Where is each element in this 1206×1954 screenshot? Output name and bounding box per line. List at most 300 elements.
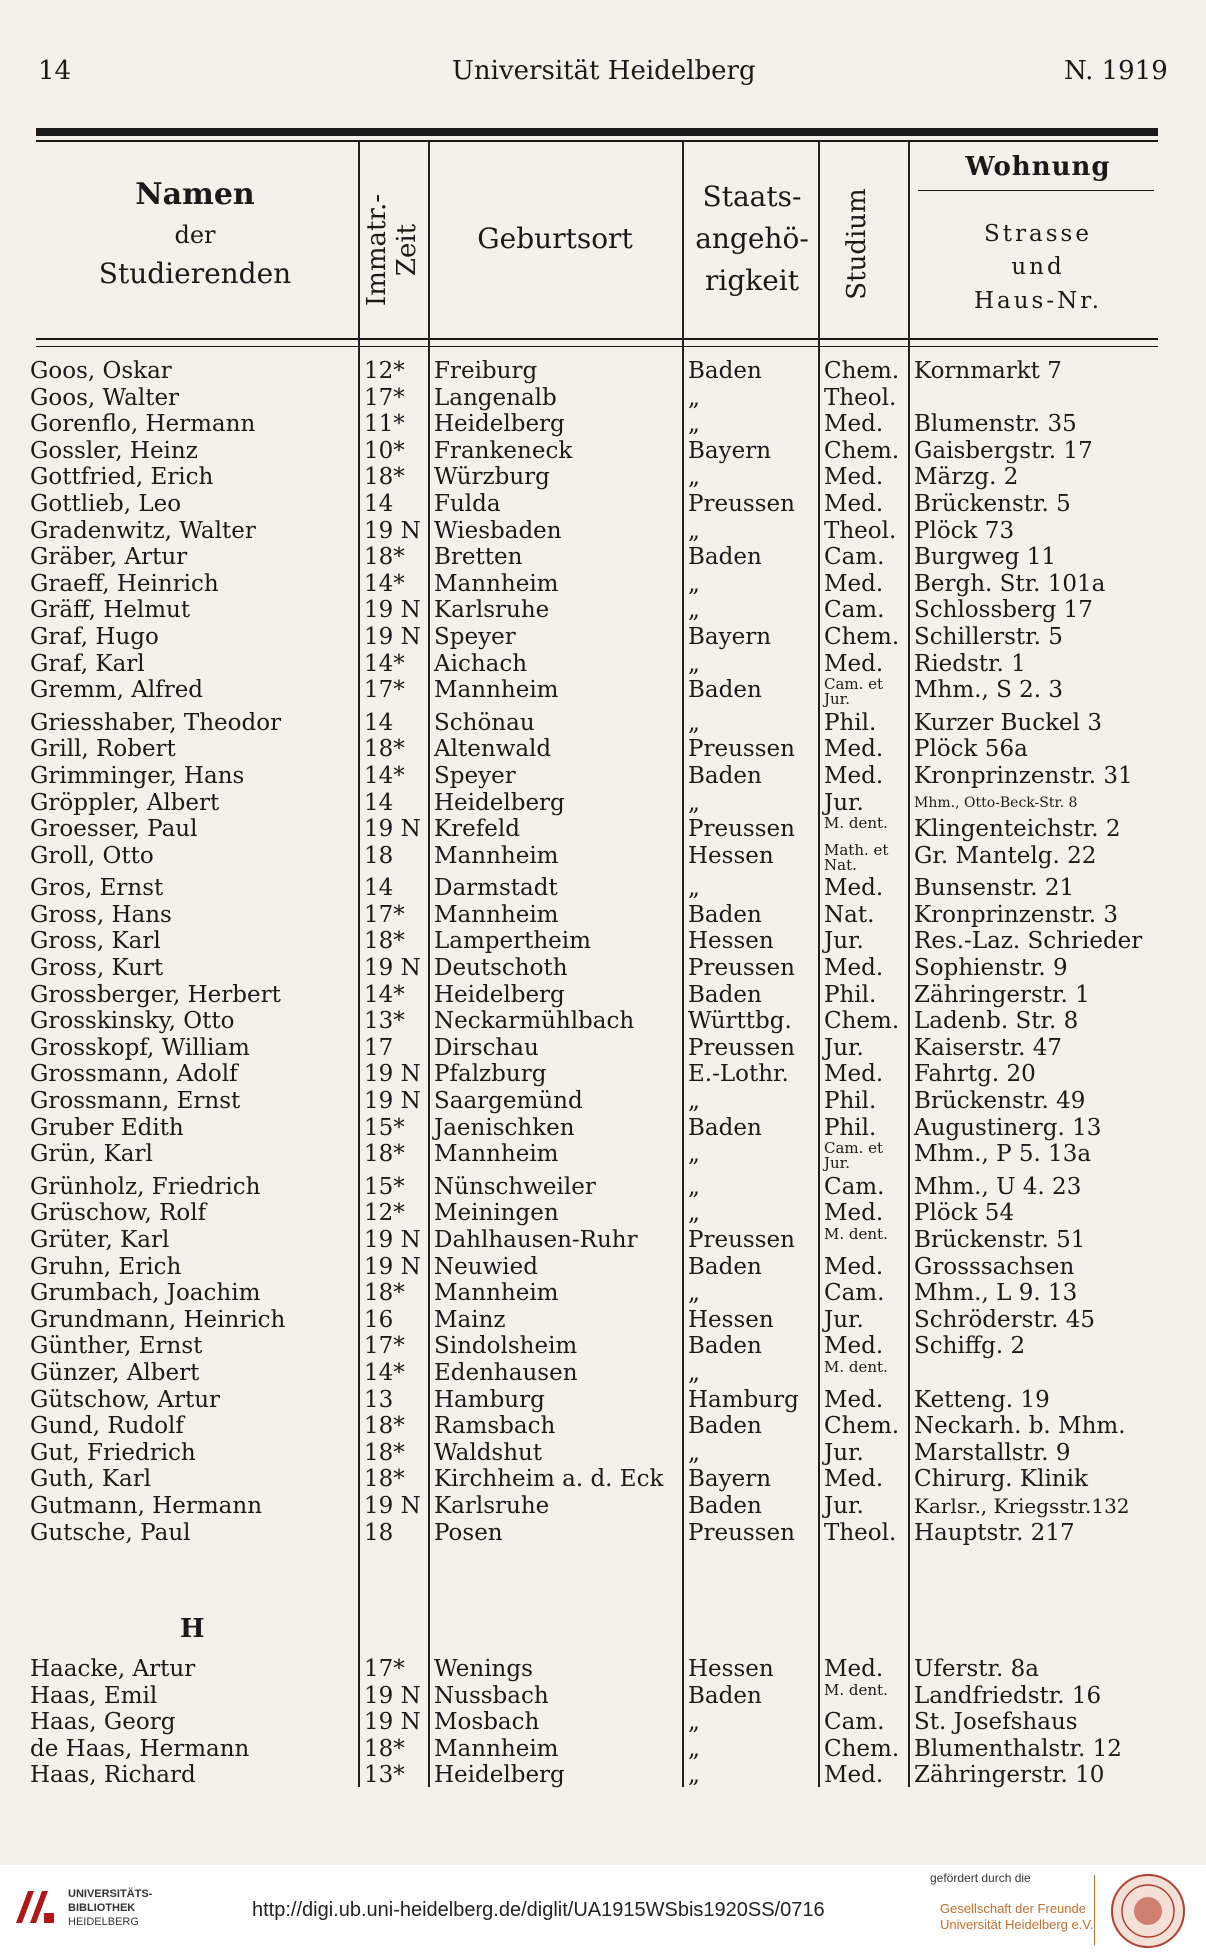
studium: Med.: [824, 1200, 884, 1227]
immatr-zeit: 17*: [364, 1656, 405, 1682]
immatr-zeit: 19 N: [364, 517, 421, 544]
staatsangehoerigkeit: Preussen: [688, 736, 795, 763]
staatsangehoerigkeit: Preussen: [688, 955, 795, 981]
immatr-zeit: 15*: [364, 1173, 405, 1200]
wohnung: Schillerstr. 5: [914, 624, 1063, 650]
table-row: [0, 875, 1206, 901]
table-row: [0, 710, 1206, 736]
geburtsort: Meiningen: [434, 1200, 559, 1227]
sponsor-label: gefördert durch die: [930, 1871, 1031, 1885]
staatsangehoerigkeit: „: [688, 1439, 700, 1466]
table-row: [0, 1088, 1206, 1114]
immatr-zeit: 19 N: [364, 1492, 421, 1519]
table-row: [0, 1680, 1206, 1709]
student-name: Gremm, Alfred: [30, 677, 204, 704]
wohnung: Bergh. Str. 101a: [914, 570, 1106, 597]
studium: Jur.: [824, 1492, 864, 1519]
geburtsort: Wiesbaden: [434, 517, 562, 544]
staatsangehoerigkeit: „: [688, 1200, 700, 1227]
staatsangehoerigkeit: „: [688, 570, 700, 597]
student-name: Grossberger, Herbert: [30, 981, 281, 1008]
student-name: Günzer, Albert: [30, 1359, 200, 1386]
student-name: Gröppler, Albert: [30, 789, 220, 816]
geburtsort: Freiburg: [434, 358, 538, 384]
immatr-zeit: 17*: [364, 677, 405, 704]
geburtsort: Jaenischken: [434, 1114, 575, 1141]
staatsangehoerigkeit: „: [688, 517, 700, 544]
table-row: [0, 1008, 1206, 1034]
wohnung: Plöck 73: [914, 517, 1015, 544]
staatsangehoerigkeit: Baden: [688, 1492, 762, 1519]
page-title: Universität Heidelberg: [452, 56, 756, 86]
wohnung: Landfriedstr. 16: [914, 1682, 1102, 1709]
studium: M. dent.: [824, 814, 888, 833]
student-name: Grüschow, Rolf: [30, 1200, 207, 1227]
table-row: [0, 736, 1206, 762]
student-name: Grossmann, Adolf: [30, 1061, 238, 1088]
page-number: 14: [38, 56, 72, 86]
studium: Theol.: [824, 517, 897, 544]
immatr-zeit: 13: [364, 1386, 394, 1413]
staatsangehoerigkeit: Baden: [688, 677, 762, 704]
student-name: Grosskinsky, Otto: [30, 1008, 235, 1035]
studium: Cam.: [824, 1173, 885, 1200]
student-name: Gütschow, Artur: [30, 1386, 221, 1413]
geburtsort: Pfalzburg: [434, 1061, 547, 1088]
footer-divider: [1094, 1875, 1095, 1945]
table-row: [0, 358, 1206, 384]
geburtsort: Mannheim: [434, 901, 559, 928]
immatr-zeit: 18: [364, 1519, 394, 1546]
geburtsort: Neckarmühlbach: [434, 1008, 635, 1035]
geburtsort: Neuwied: [434, 1253, 538, 1280]
geburtsort: Aichach: [434, 650, 528, 677]
geburtsort: Fulda: [434, 491, 501, 517]
library-name: UNIVERSITÄTS- BIBLIOTHEK HEIDELBERG: [68, 1888, 153, 1928]
immatr-zeit: 10*: [364, 437, 405, 464]
student-name: Griesshaber, Theodor: [30, 709, 282, 736]
staatsangehoerigkeit: „: [688, 1762, 700, 1789]
table-row: [0, 675, 1206, 709]
immatr-zeit: 19 N: [364, 1253, 421, 1280]
immatr-zeit: 18*: [364, 1466, 405, 1493]
wohnung: Neckarh. b. Mhm.: [914, 1413, 1126, 1440]
wohnung: Mhm., S 2. 3: [914, 677, 1064, 704]
geburtsort: Langenalb: [434, 384, 557, 411]
university-seal-icon: [1110, 1873, 1186, 1949]
student-name: Günther, Ernst: [30, 1333, 203, 1360]
immatr-zeit: 17*: [364, 901, 405, 928]
geburtsort: Mannheim: [434, 1280, 559, 1307]
student-name: Graf, Karl: [30, 650, 145, 677]
studium: Jur.: [824, 1306, 864, 1333]
wohnung: Kronprinzenstr. 3: [914, 901, 1119, 928]
table-row: [0, 411, 1206, 437]
geburtsort: Mannheim: [434, 1141, 559, 1168]
staatsangehoerigkeit: „: [688, 1088, 700, 1114]
table-row: [0, 1762, 1206, 1788]
student-name: Grünholz, Friedrich: [30, 1173, 261, 1200]
staatsangehoerigkeit: Württbg.: [688, 1008, 792, 1035]
immatr-zeit: 11*: [364, 411, 405, 438]
table-row: [0, 1387, 1206, 1413]
wohnung: Chirurg. Klinik: [914, 1466, 1088, 1493]
immatr-zeit: 17*: [364, 1333, 405, 1360]
header-strasse: Strasse und Haus-Nr.: [973, 221, 1103, 314]
studium: Jur.: [824, 789, 864, 816]
staatsangehoerigkeit: Hessen: [688, 842, 774, 869]
table-row: [0, 385, 1206, 411]
header-immatr: Immatr.- Zeit: [362, 193, 422, 307]
permalink-url[interactable]: http://digi.ub.uni-heidelberg.de/diglit/UA1915WSbis1920SS/0716: [252, 1899, 825, 1921]
staatsangehoerigkeit: „: [688, 789, 700, 816]
geburtsort: Lampertheim: [434, 928, 591, 955]
student-name: Groesser, Paul: [30, 816, 198, 843]
table-row: [0, 1035, 1206, 1061]
wohnung: Kornmarkt 7: [914, 358, 1062, 384]
studium: Med.: [824, 1253, 884, 1280]
studium: Chem.: [824, 624, 900, 650]
table-row: [0, 491, 1206, 517]
immatr-zeit: 18*: [364, 1141, 405, 1168]
geburtsort: Saargemünd: [434, 1088, 583, 1114]
staatsangehoerigkeit: Baden: [688, 1253, 762, 1280]
student-name: Gutsche, Paul: [30, 1519, 191, 1546]
immatr-zeit: 19 N: [364, 1709, 421, 1736]
geburtsort: Mannheim: [434, 677, 559, 704]
wohnung: Schlossberg 17: [914, 597, 1093, 624]
staatsangehoerigkeit: Hessen: [688, 1306, 774, 1333]
immatr-zeit: 18*: [364, 1280, 405, 1307]
header-wohnung: Wohnung: [965, 152, 1111, 182]
studium: Med.: [824, 464, 884, 491]
wohnung: Fahrtg. 20: [914, 1061, 1036, 1088]
table-row: [0, 1139, 1206, 1173]
immatr-zeit: 15*: [364, 1114, 405, 1141]
studium: Math. et Nat.: [824, 840, 889, 874]
studium: M. dent.: [824, 1680, 888, 1699]
geburtsort: Heidelberg: [434, 1762, 565, 1789]
immatr-zeit: 17: [364, 1034, 394, 1061]
immatr-zeit: 19 N: [364, 597, 421, 624]
wohnung: Brückenstr. 5: [914, 491, 1071, 517]
student-name: Grosskopf, William: [30, 1034, 250, 1061]
table-row: [0, 1224, 1206, 1253]
staatsangehoerigkeit: Bayern: [688, 1466, 772, 1493]
wohnung: Grosssachsen: [914, 1253, 1075, 1280]
student-name: Graeff, Heinrich: [30, 570, 219, 597]
staatsangehoerigkeit: „: [688, 1173, 700, 1200]
table-row: [0, 763, 1206, 789]
immatr-zeit: 14: [364, 789, 394, 816]
immatr-zeit: 17*: [364, 384, 405, 411]
wohnung: Plöck 54: [914, 1200, 1015, 1227]
studium: Med.: [824, 875, 884, 902]
geburtsort: Dahlhausen-Ruhr: [434, 1226, 638, 1253]
studium: Cam.: [824, 597, 885, 624]
wohnung: Brückenstr. 51: [914, 1226, 1086, 1253]
studium: M. dent.: [824, 1357, 888, 1376]
student-name: Gradenwitz, Walter: [30, 517, 256, 544]
staatsangehoerigkeit: Preussen: [688, 816, 795, 843]
student-name: Grimminger, Hans: [30, 762, 245, 789]
wohnung: Zähringerstr. 1: [914, 981, 1090, 1008]
student-name: Gross, Hans: [30, 901, 172, 928]
student-name: Goos, Walter: [30, 384, 180, 411]
wohnung: Mhm., U 4. 23: [914, 1173, 1082, 1200]
table-row: [0, 597, 1206, 623]
wohnung: Riedstr. 1: [914, 650, 1026, 677]
staatsangehoerigkeit: „: [688, 411, 700, 438]
student-name: Gorenflo, Hermann: [30, 411, 256, 438]
geburtsort: Nussbach: [434, 1682, 549, 1709]
wohnung: Plöck 56a: [914, 736, 1028, 763]
header-staats: Staats- angehö- rigkeit: [695, 180, 809, 297]
geburtsort: Dirschau: [434, 1034, 539, 1061]
staatsangehoerigkeit: „: [688, 1735, 700, 1762]
wohnung: Mhm., L 9. 13: [914, 1280, 1078, 1307]
table-row: [0, 816, 1206, 842]
studium: Chem.: [824, 358, 900, 384]
immatr-zeit: 18*: [364, 544, 405, 571]
geburtsort: Mannheim: [434, 1735, 559, 1762]
studium: Med.: [824, 650, 884, 677]
geburtsort: Nünschweiler: [434, 1173, 596, 1200]
student-name: Haas, Emil: [30, 1682, 158, 1709]
student-name: Gut, Friedrich: [30, 1439, 196, 1466]
studium: Med.: [824, 1466, 884, 1493]
student-name: Goos, Oskar: [30, 358, 172, 384]
year-label: N. 1919: [1064, 56, 1168, 86]
staatsangehoerigkeit: Baden: [688, 1413, 762, 1440]
geburtsort: Krefeld: [434, 816, 520, 843]
studium: Med.: [824, 570, 884, 597]
table-row: [0, 438, 1206, 464]
table-row: [0, 1440, 1206, 1466]
geburtsort: Mannheim: [434, 570, 559, 597]
table-row: [0, 518, 1206, 544]
header-namen: Namen der Studierenden: [98, 177, 292, 290]
geburtsort: Heidelberg: [434, 789, 565, 816]
immatr-zeit: 14*: [364, 762, 405, 789]
table-row: [0, 955, 1206, 981]
student-name: Graf, Hugo: [30, 624, 159, 650]
immatr-zeit: 19 N: [364, 1226, 421, 1253]
student-name: Gross, Karl: [30, 928, 161, 955]
studium: Med.: [824, 1656, 884, 1682]
geburtsort: Mosbach: [434, 1709, 540, 1736]
geburtsort: Ramsbach: [434, 1413, 556, 1440]
table-row: [0, 1413, 1206, 1439]
staatsangehoerigkeit: Hessen: [688, 928, 774, 955]
staatsangehoerigkeit: Baden: [688, 1114, 762, 1141]
student-name: Haacke, Artur: [30, 1656, 196, 1682]
staatsangehoerigkeit: Baden: [688, 358, 762, 384]
staatsangehoerigkeit: „: [688, 1709, 700, 1736]
geburtsort: Sindolsheim: [434, 1333, 578, 1360]
header-bottom-rule-2: [36, 346, 1158, 347]
wohnung: Ketteng. 19: [914, 1386, 1050, 1413]
studium: M. dent.: [824, 1224, 888, 1243]
student-name: Gros, Ernst: [30, 875, 164, 902]
geburtsort: Karlsruhe: [434, 1492, 550, 1519]
geburtsort: Mannheim: [434, 842, 559, 869]
immatr-zeit: 18*: [364, 464, 405, 491]
wohnung: Augustinerg. 13: [914, 1114, 1102, 1141]
immatr-zeit: 14: [364, 709, 394, 736]
wohnung: Hauptstr. 217: [914, 1519, 1075, 1546]
wohnung: Zähringerstr. 10: [914, 1762, 1105, 1789]
staatsangehoerigkeit: Baden: [688, 544, 762, 571]
student-name: Gottfried, Erich: [30, 464, 214, 491]
immatr-zeit: 13*: [364, 1008, 405, 1035]
staatsangehoerigkeit: Preussen: [688, 1034, 795, 1061]
staatsangehoerigkeit: Bayern: [688, 624, 772, 650]
immatr-zeit: 14*: [364, 570, 405, 597]
header-geburtsort: Geburtsort: [477, 222, 633, 255]
header-studium: Studium: [842, 188, 872, 300]
immatr-zeit: 19 N: [364, 1088, 421, 1114]
geburtsort: Wenings: [434, 1656, 533, 1682]
geburtsort: Posen: [434, 1519, 503, 1546]
student-name: Grossmann, Ernst: [30, 1088, 241, 1114]
staatsangehoerigkeit: „: [688, 875, 700, 902]
table-row: [0, 464, 1206, 490]
student-name: Gutmann, Hermann: [30, 1492, 263, 1519]
studium: Med.: [824, 762, 884, 789]
student-name: Gruhn, Erich: [30, 1253, 182, 1280]
staatsangehoerigkeit: Baden: [688, 901, 762, 928]
immatr-zeit: 18*: [364, 1735, 405, 1762]
staatsangehoerigkeit: Baden: [688, 981, 762, 1008]
table-row: [0, 544, 1206, 570]
studium: Phil.: [824, 1088, 877, 1114]
wohnung: St. Josefshaus: [914, 1709, 1078, 1736]
studium: Cam. et Jur.: [824, 675, 884, 709]
studium: Cam. et Jur.: [824, 1139, 884, 1173]
studium: Med.: [824, 1386, 884, 1413]
studium: Med.: [824, 1762, 884, 1789]
student-name: Gund, Rudolf: [30, 1413, 184, 1440]
table-row: [0, 1520, 1206, 1546]
wohnung: Uferstr. 8a: [914, 1656, 1039, 1682]
table-row: [0, 1280, 1206, 1306]
studium: Chem.: [824, 1413, 900, 1440]
wohnung: Schiffg. 2: [914, 1333, 1026, 1360]
geburtsort: Mainz: [434, 1306, 506, 1333]
top-rule-thick: [36, 128, 1158, 136]
wohnung: Märzg. 2: [914, 464, 1019, 491]
staatsangehoerigkeit: Preussen: [688, 491, 795, 517]
staatsangehoerigkeit: „: [688, 384, 700, 411]
student-name: Grill, Robert: [30, 736, 176, 763]
studium: Med.: [824, 736, 884, 763]
wohnung: Mhm., Otto-Beck-Str. 8: [914, 794, 1078, 811]
studium: Cam.: [824, 544, 885, 571]
staatsangehoerigkeit: „: [688, 1141, 700, 1168]
geburtsort: Bretten: [434, 544, 523, 571]
student-name: Guth, Karl: [30, 1466, 152, 1493]
immatr-zeit: 14*: [364, 1359, 405, 1386]
wohnung-divider: [918, 190, 1154, 191]
immatr-zeit: 19 N: [364, 955, 421, 981]
footer-bar: [0, 1865, 1206, 1954]
studium: Med.: [824, 411, 884, 438]
studium: Phil.: [824, 1114, 877, 1141]
student-name: Grundmann, Heinrich: [30, 1306, 286, 1333]
studium: Med.: [824, 955, 884, 981]
geburtsort: Speyer: [434, 624, 516, 650]
studium: Theol.: [824, 1519, 897, 1546]
student-name: Grün, Karl: [30, 1141, 153, 1168]
table-row: [0, 1061, 1206, 1087]
immatr-zeit: 19 N: [364, 1061, 421, 1088]
wohnung: Brückenstr. 49: [914, 1088, 1086, 1114]
staatsangehoerigkeit: Baden: [688, 1333, 762, 1360]
wohnung: Gaisbergstr. 17: [914, 437, 1093, 464]
geburtsort: Frankeneck: [434, 437, 573, 464]
staatsangehoerigkeit: „: [688, 464, 700, 491]
staatsangehoerigkeit: Preussen: [688, 1226, 795, 1253]
studium: Nat.: [824, 901, 875, 928]
geburtsort: Würzburg: [434, 464, 550, 491]
staatsangehoerigkeit: Preussen: [688, 1519, 795, 1546]
immatr-zeit: 14*: [364, 650, 405, 677]
library-logo-icon: [10, 1883, 60, 1933]
table-row: [0, 1736, 1206, 1762]
geburtsort: Darmstadt: [434, 875, 558, 902]
table-row: [0, 571, 1206, 597]
studium: Phil.: [824, 709, 877, 736]
studium: Jur.: [824, 1439, 864, 1466]
studium: Chem.: [824, 437, 900, 464]
table-row: [0, 1466, 1206, 1492]
immatr-zeit: 18: [364, 842, 394, 869]
wohnung: Kronprinzenstr. 31: [914, 762, 1133, 789]
staatsangehoerigkeit: „: [688, 597, 700, 624]
geburtsort: Waldshut: [434, 1439, 543, 1466]
wohnung: Burgweg 11: [914, 544, 1057, 571]
wohnung: Kaiserstr. 47: [914, 1034, 1063, 1061]
immatr-zeit: 12*: [364, 358, 405, 384]
staatsangehoerigkeit: Hamburg: [688, 1386, 799, 1413]
staatsangehoerigkeit: Baden: [688, 1682, 762, 1709]
geburtsort: Kirchheim a. d. Eck: [434, 1466, 664, 1493]
wohnung: Kurzer Buckel 3: [914, 709, 1102, 736]
student-name: Haas, Richard: [30, 1762, 196, 1789]
wohnung: Gr. Mantelg. 22: [914, 842, 1097, 869]
geburtsort: Karlsruhe: [434, 597, 550, 624]
immatr-zeit: 16: [364, 1306, 394, 1333]
student-name: Haas, Georg: [30, 1709, 176, 1736]
wohnung: Karlsr., Kriegsstr.132: [914, 1493, 1130, 1518]
wohnung: Klingenteichstr. 2: [914, 816, 1121, 843]
table-row: [0, 1200, 1206, 1226]
immatr-zeit: 13*: [364, 1762, 405, 1789]
top-rule-thin: [36, 140, 1158, 142]
immatr-zeit: 12*: [364, 1200, 405, 1227]
table-row: [0, 790, 1206, 816]
table-row: [0, 928, 1206, 954]
wohnung: Res.-Laz. Schrieder: [914, 928, 1143, 955]
staatsangehoerigkeit: Bayern: [688, 437, 772, 464]
geburtsort: Schönau: [434, 709, 535, 736]
header-bottom-rule: [36, 338, 1158, 340]
staatsangehoerigkeit: „: [688, 709, 700, 736]
student-name: Grumbach, Joachim: [30, 1280, 261, 1307]
studium: Chem.: [824, 1008, 900, 1035]
immatr-zeit: 19 N: [364, 624, 421, 650]
